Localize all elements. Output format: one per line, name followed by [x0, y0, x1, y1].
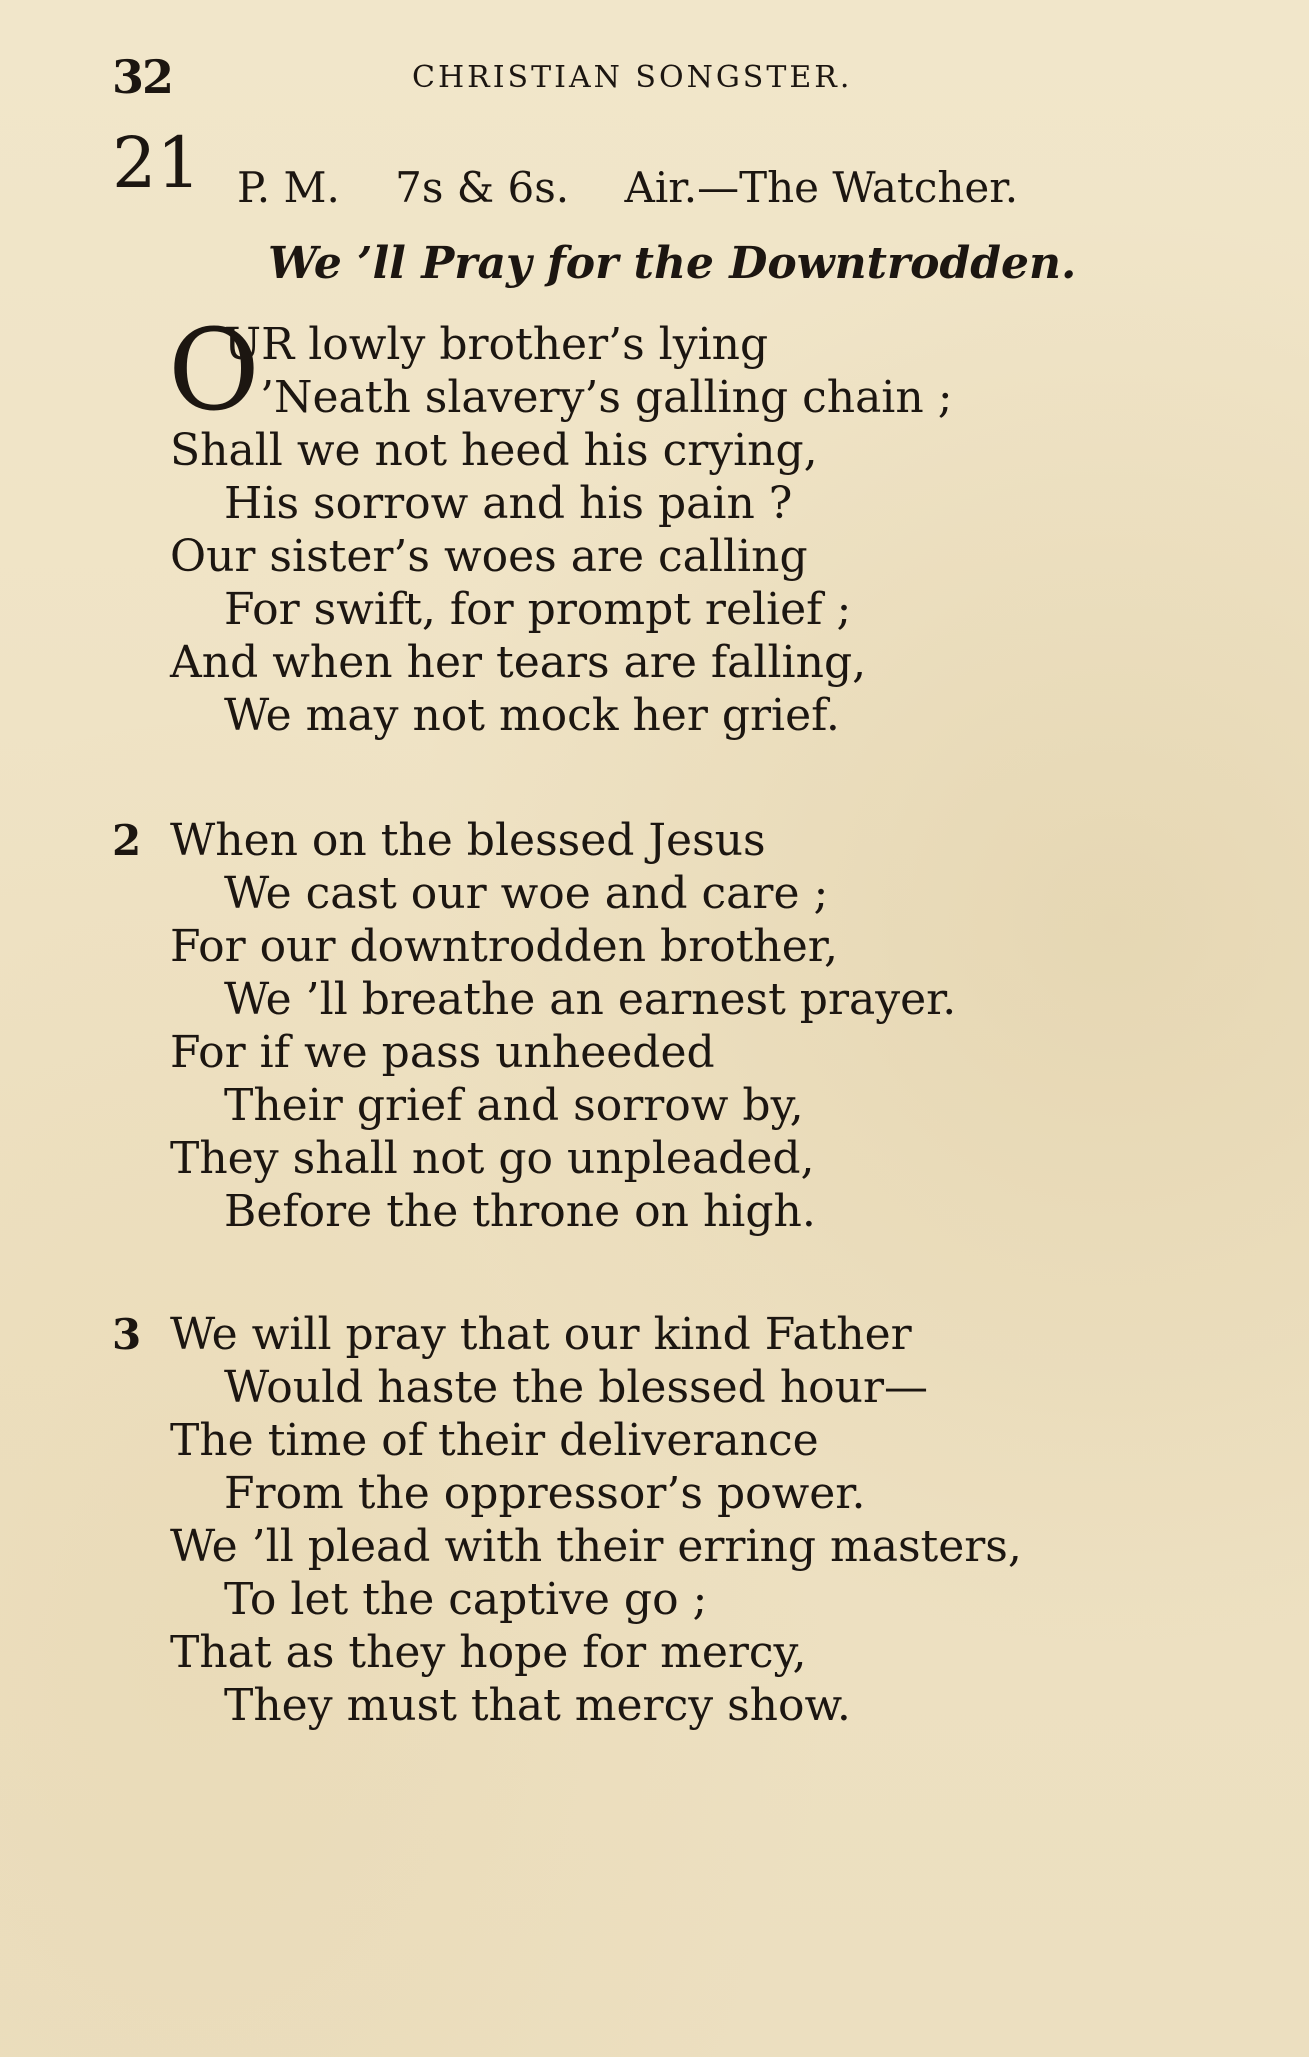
stanza-line [112, 1308, 1022, 1361]
stanza-line: And when her tears are falling, [170, 637, 867, 688]
stanza-line: Their grief and sorrow by, [224, 1080, 804, 1131]
stanza-line: Our sister’s woes are calling [170, 531, 808, 582]
hymn-heading [112, 122, 1269, 218]
stanza-line: We ’ll plead with their erring masters, [170, 1521, 1022, 1572]
stanza-line: From the oppressor’s power. [224, 1468, 866, 1519]
stanza-number: 2 [112, 816, 142, 865]
page-number: 32 [112, 50, 173, 104]
meter-pm: P. M. [237, 163, 340, 212]
stanza-line-text: We will pray that our kind Father [170, 1309, 912, 1360]
stanza-line: They shall not go unpleaded, [170, 1133, 815, 1184]
stanza-line: They must that mercy show. [224, 1680, 851, 1731]
stanza-line: Would haste the blessed hour— [224, 1362, 929, 1413]
running-head: CHRISTIAN SONGSTER. [412, 60, 853, 95]
stanza-line: His sorrow and his pain ? [224, 478, 793, 529]
stanza-line: We may not mock her grief. [224, 690, 840, 741]
hymn-number: 21 [112, 122, 202, 204]
stanza-line: To let the captive go ; [224, 1574, 708, 1625]
stanza-number: 3 [112, 1310, 142, 1359]
stanza-line-text: When on the blessed Jesus [170, 815, 766, 866]
stanza-line: For our downtrodden brother, [170, 921, 838, 972]
stanza-2 [112, 814, 956, 1238]
stanza-line: The time of their deliverance [170, 1415, 819, 1466]
dropcap-block [112, 306, 953, 436]
stanza-line: That as they hope for mercy, [170, 1627, 807, 1678]
stanza-line [112, 814, 956, 867]
drop-cap: O [168, 306, 260, 436]
stanza-line: Shall we not heed his crying, [170, 425, 818, 476]
stanza-line: We cast our woe and care ; [224, 868, 829, 919]
stanza-3 [112, 1308, 1022, 1732]
stanza-line: ’Neath slavery’s galling chain ; [260, 372, 953, 423]
stanza-line: For swift, for prompt relief ; [224, 584, 852, 635]
stanza-line: For if we pass unheeded [170, 1027, 715, 1078]
stanza-1 [112, 306, 953, 742]
stanza-line: Before the throne on high. [224, 1186, 816, 1237]
meter-air: Air.—The Watcher. [624, 163, 1019, 212]
hymn-title: We ’ll Pray for the Downtrodden. [268, 238, 1077, 289]
stanza-line: We ’ll breathe an earnest prayer. [224, 974, 957, 1025]
stanza-line: UR lowly brother’s lying [224, 319, 769, 370]
hymn-meter [237, 163, 1060, 212]
page-header [112, 50, 1249, 104]
meter-syllables: 7s & 6s. [395, 163, 570, 212]
